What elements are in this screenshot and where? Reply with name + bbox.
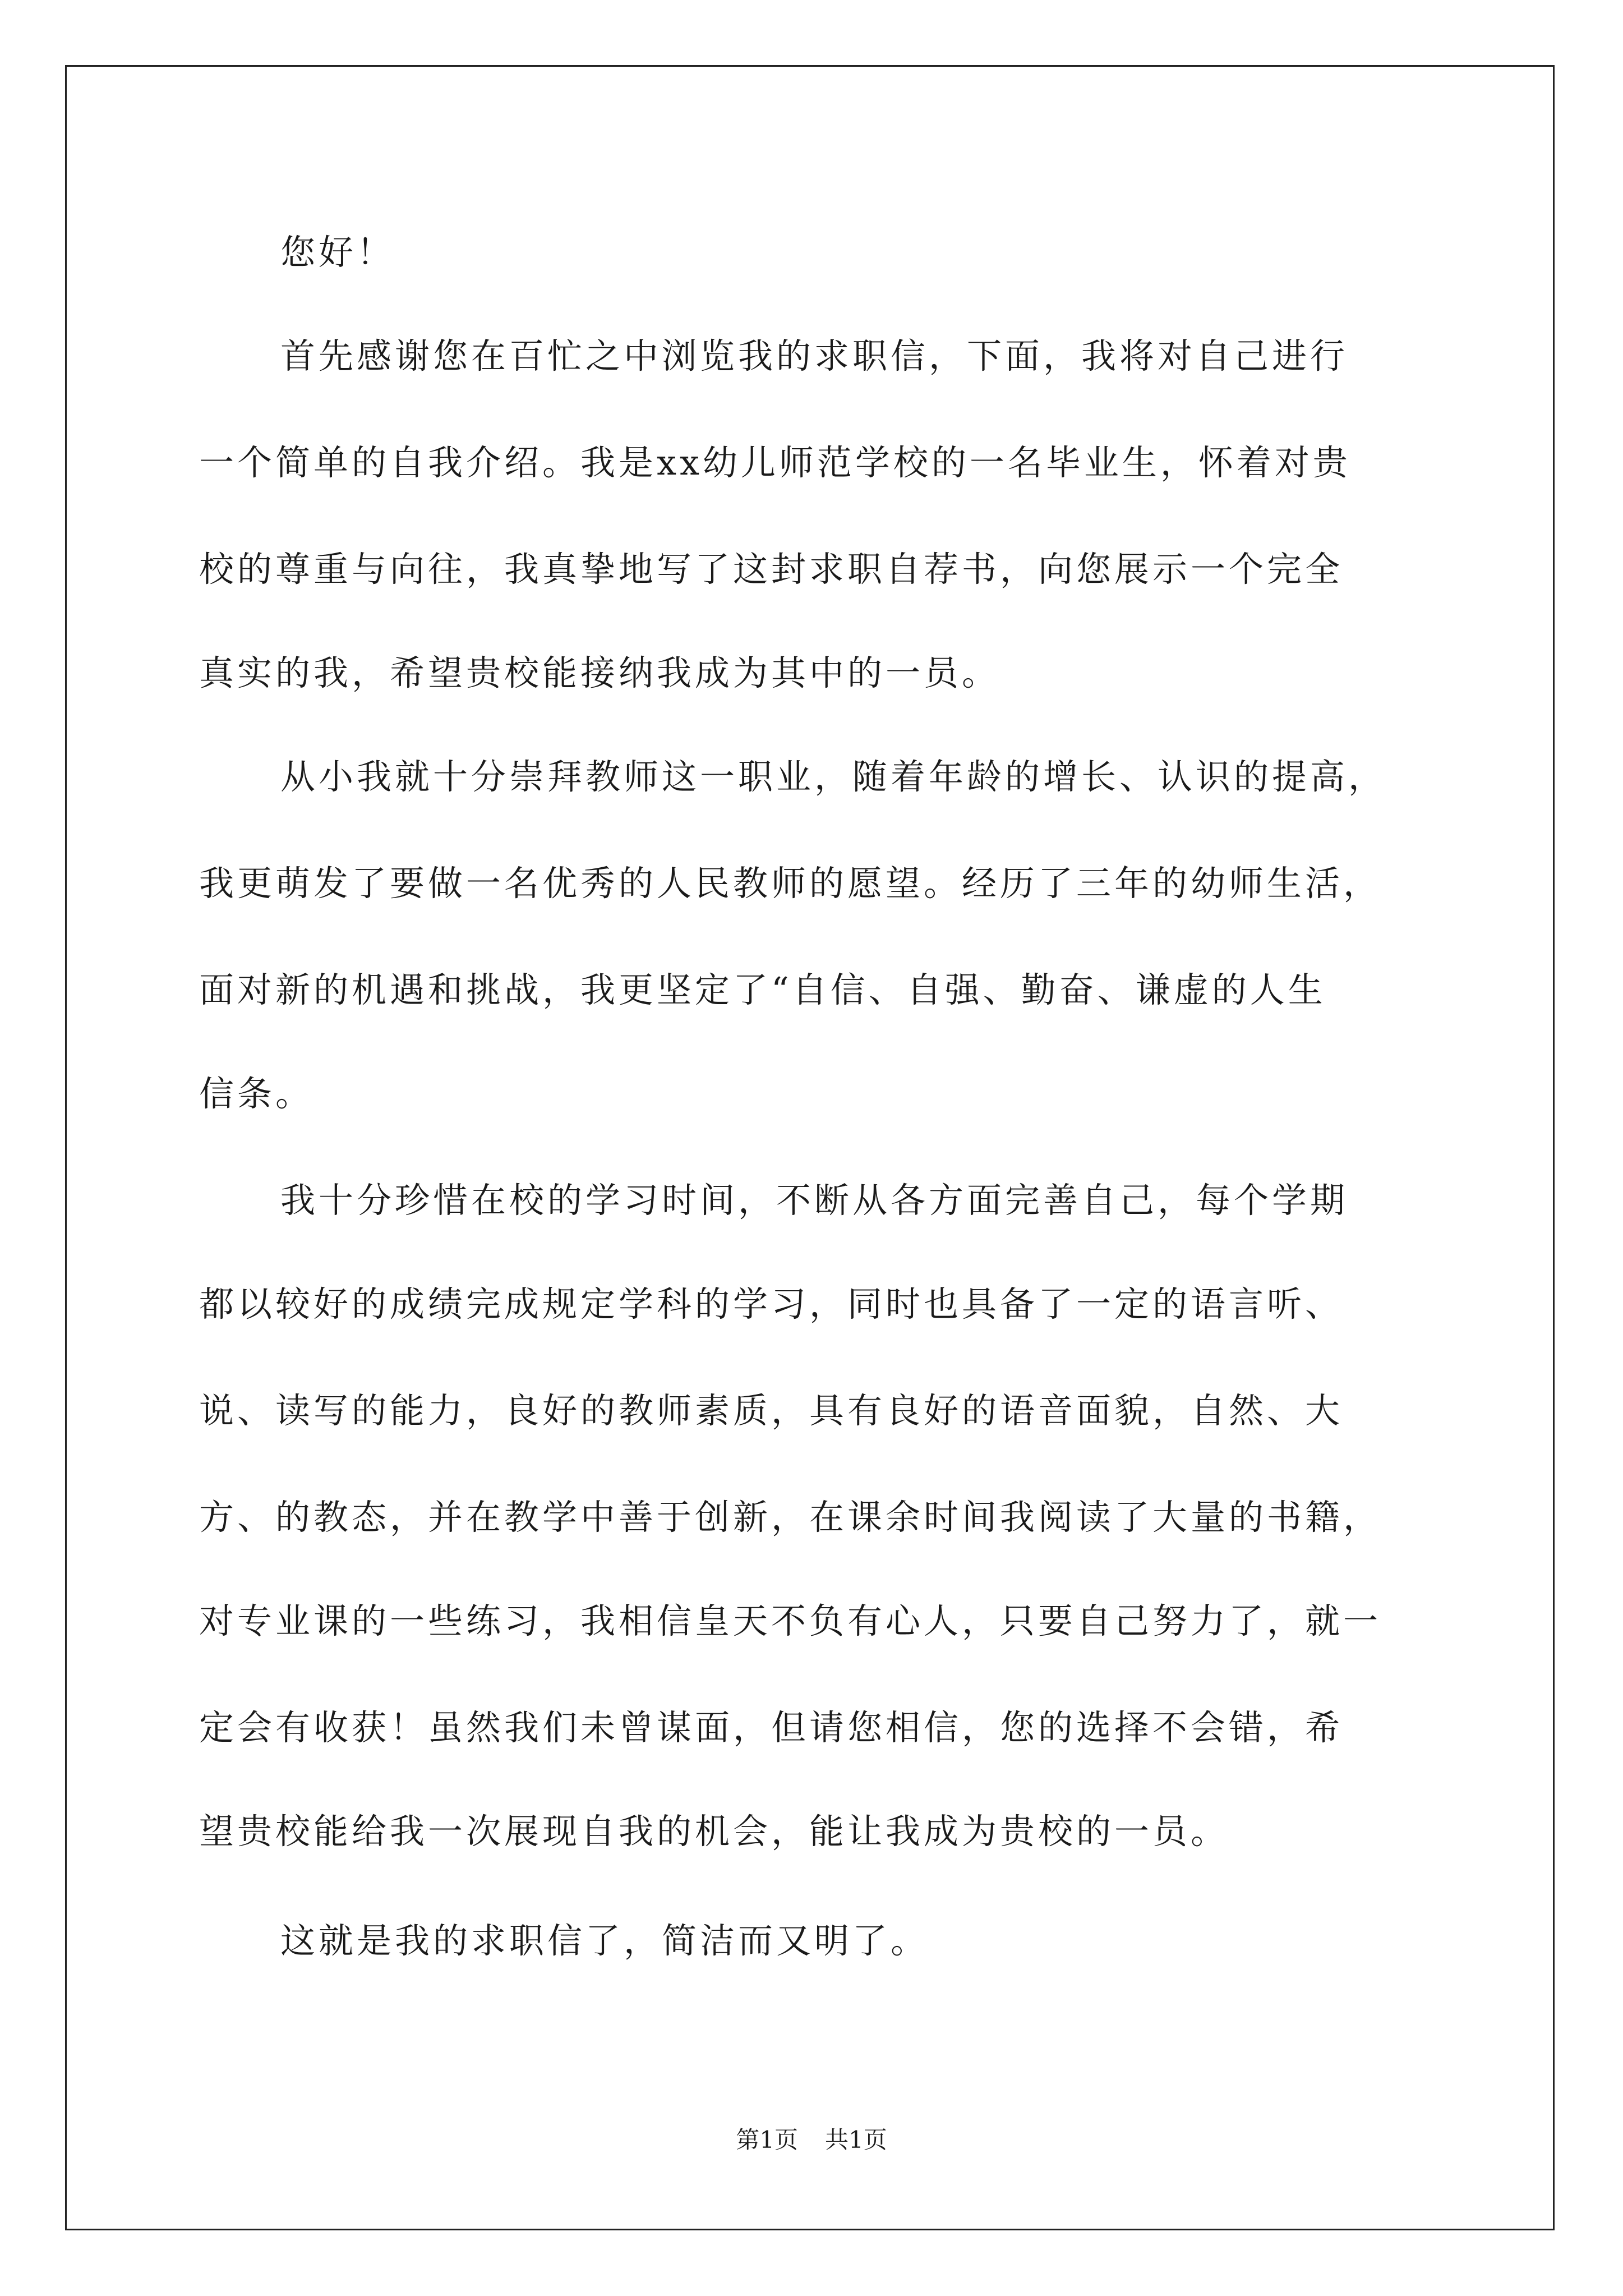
letter-line: 校的尊重与向往，我真挚地写了这封求职自荐书，向您展示一个完全 [199, 549, 1344, 590]
letter-line: 我更萌发了要做一名优秀的人民教师的愿望。经历了三年的幼师生活， [199, 863, 1382, 904]
page-border [65, 65, 1555, 2230]
letter-line: 对专业课的一些练习，我相信皇天不负有心人，只要自己努力了，就一 [199, 1600, 1382, 1641]
letter-line: 真实的我，希望贵校能接纳我成为其中的一员。 [199, 652, 1000, 693]
letter-line: 面对新的机遇和挑战，我更坚定了“自信、自强、勤奋、谦虚的人生 [199, 969, 1326, 1010]
letter-line: 信条。 [199, 1073, 314, 1114]
letter-line: 都以较好的成绩完成规定学科的学习，同时也具备了一定的语言听、 [199, 1283, 1344, 1324]
letter-line: 定会有收获！虽然我们未曾谋面，但请您相信，您的选择不会错，希 [199, 1707, 1344, 1748]
letter-line: 方、的教态，并在教学中善于创新，在课余时间我阅读了大量的书籍， [199, 1497, 1382, 1538]
page-total: 共1页 [825, 2126, 887, 2154]
greeting: 您好！ [280, 232, 395, 273]
letter-line: 望贵校能给我一次展现自我的机会，能让我成为贵校的一员。 [199, 1811, 1229, 1852]
letter-line: 我十分珍惜在校的学习时间，不断从各方面完善自己，每个学期 [280, 1180, 1349, 1221]
letter-line: 首先感谢您在百忙之中浏览我的求职信，下面，我将对自己进行 [280, 335, 1349, 376]
letter-line: 一个简单的自我介绍。我是xx幼儿师范学校的一名毕业生，怀着对贵 [199, 442, 1351, 483]
letter-line: 这就是我的求职信了，简洁而又明了。 [280, 1920, 929, 1961]
page-number: 第1页 [736, 2126, 798, 2154]
letter-line: 说、读写的能力，良好的教师素质，具有良好的语音面貌，自然、大 [199, 1390, 1344, 1431]
letter-line: 从小我就十分崇拜教师这一职业，随着年龄的增长、认识的提高， [280, 756, 1387, 797]
page-footer [0, 2126, 1623, 2154]
